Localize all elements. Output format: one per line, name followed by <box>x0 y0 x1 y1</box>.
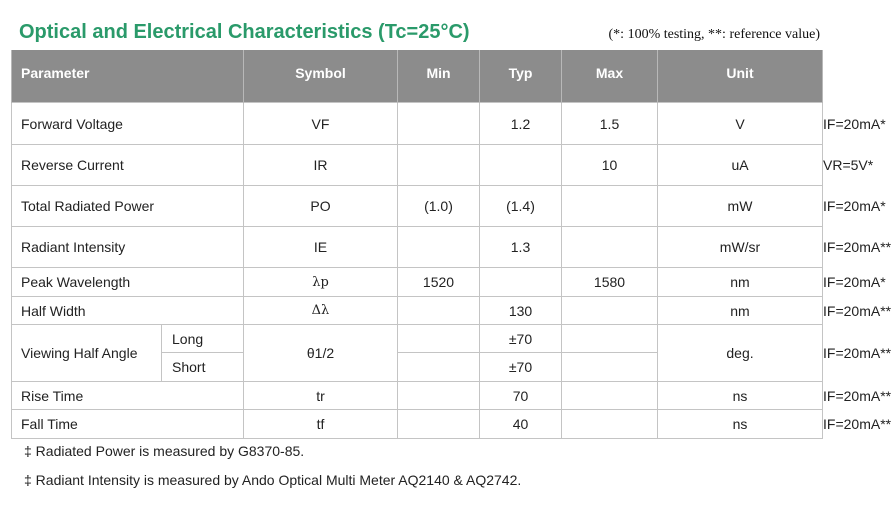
cell-unit: deg. <box>658 325 823 382</box>
cell-typ: 1.2 <box>480 103 562 145</box>
cell-max <box>562 382 658 410</box>
table-row-forward-voltage: Forward Voltage VF 1.2 1.5 V IF=20mA* <box>12 103 823 145</box>
cell-unit: ns <box>658 382 823 410</box>
cell-typ: (1.4) <box>480 186 562 227</box>
cell-symbol: tr <box>244 382 398 410</box>
table-row-peak-wavelength: Peak Wavelength λp 1520 1580 nm IF=20mA* <box>12 268 823 297</box>
cell-max <box>562 325 658 353</box>
cell-typ: 1.3 <box>480 227 562 268</box>
cell-sub-label-long: Long <box>162 325 244 353</box>
cell-max <box>562 297 658 325</box>
cell-min <box>398 227 480 268</box>
cell-parameter: Fall Time <box>12 410 244 439</box>
header-max: Max <box>562 50 658 103</box>
cell-min <box>398 382 480 410</box>
header-unit: Unit <box>658 50 823 103</box>
cell-parameter: Forward Voltage <box>12 103 244 145</box>
cell-min <box>398 145 480 186</box>
cell-typ <box>480 145 562 186</box>
cell-symbol: PO <box>244 186 398 227</box>
cell-parameter: Reverse Current <box>12 145 244 186</box>
cell-unit: mW/sr <box>658 227 823 268</box>
table-row-total-radiated-power: Total Radiated Power PO (1.0) (1.4) mW IF=20mA* <box>12 186 823 227</box>
cell-min <box>398 325 480 353</box>
cell-typ: ±70 <box>480 353 562 382</box>
footnote-radiated-power: ‡ Radiated Power is measured by G8370-85. <box>24 443 305 459</box>
cell-parameter: Total Radiated Power <box>12 186 244 227</box>
cell-parameter: Radiant Intensity <box>12 227 244 268</box>
cell-typ <box>480 268 562 297</box>
cell-typ: 130 <box>480 297 562 325</box>
cell-max: 10 <box>562 145 658 186</box>
cell-max <box>562 186 658 227</box>
cell-parameter: Rise Time <box>12 382 244 410</box>
cell-sub-label-short: Short <box>162 353 244 382</box>
cell-symbol: Δλ <box>244 297 398 325</box>
cell-max: 1.5 <box>562 103 658 145</box>
cell-max <box>562 227 658 268</box>
table-row-half-width: Half Width Δλ 130 nm IF=20mA** <box>12 297 823 325</box>
table-row-fall-time: Fall Time tf 40 ns IF=20mA** <box>12 410 823 439</box>
cell-max: 1580 <box>562 268 658 297</box>
cell-symbol: θ1/2 <box>244 325 398 382</box>
cell-symbol: IE <box>244 227 398 268</box>
cell-parameter: Peak Wavelength <box>12 268 244 297</box>
cell-parameter: Half Width <box>12 297 244 325</box>
cell-unit: V <box>658 103 823 145</box>
cell-unit: ns <box>658 410 823 439</box>
cell-min: 1520 <box>398 268 480 297</box>
cell-unit: nm <box>658 268 823 297</box>
cell-unit: mW <box>658 186 823 227</box>
cell-typ: ±70 <box>480 325 562 353</box>
cell-symbol: VF <box>244 103 398 145</box>
table-row-viewing-half-angle-long: Viewing Half Angle Long θ1/2 ±70 deg. IF=20mA** <box>12 325 823 353</box>
header-symbol: Symbol <box>244 50 398 103</box>
table-row-reverse-current: Reverse Current IR 10 uA VR=5V* <box>12 145 823 186</box>
test-legend-note: (*: 100% testing, **: reference value) <box>608 27 820 42</box>
cell-typ: 70 <box>480 382 562 410</box>
table-row-radiant-intensity: Radiant Intensity IE 1.3 mW/sr IF=20mA** <box>12 227 823 268</box>
page-title: Optical and Electrical Characteristics (Tc=25°C) <box>19 21 470 43</box>
cell-max <box>562 410 658 439</box>
cell-unit: uA <box>658 145 823 186</box>
cell-symbol: tf <box>244 410 398 439</box>
footnote-radiant-intensity: ‡ Radiant Intensity is measured by Ando Optical Multi Meter AQ2140 & AQ2742. <box>24 472 522 488</box>
cell-symbol: λp <box>244 268 398 297</box>
cell-parameter: Viewing Half Angle <box>12 325 162 382</box>
characteristics-table <box>11 50 891 439</box>
cell-min <box>398 353 480 382</box>
header-parameter: Parameter <box>12 50 244 103</box>
table-row-rise-time: Rise Time tr 70 ns IF=20mA** <box>12 382 823 410</box>
header-typ: Typ <box>480 50 562 103</box>
cell-min: (1.0) <box>398 186 480 227</box>
cell-min <box>398 297 480 325</box>
cell-unit: nm <box>658 297 823 325</box>
cell-max <box>562 353 658 382</box>
header-min: Min <box>398 50 480 103</box>
cell-symbol: IR <box>244 145 398 186</box>
cell-typ: 40 <box>480 410 562 439</box>
cell-min <box>398 103 480 145</box>
table-header-row: Parameter Symbol Min Typ Max Unit Test Condition <box>12 50 823 103</box>
cell-min <box>398 410 480 439</box>
